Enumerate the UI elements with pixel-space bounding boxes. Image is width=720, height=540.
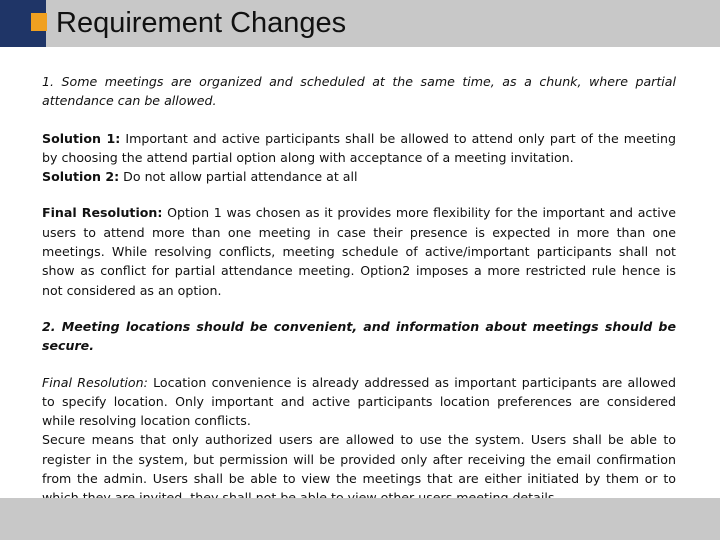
solution-2-text: Do not allow partial attendance at all [119, 169, 358, 185]
final-resolution-1-text: Option 1 was chosen as it provides more flexibility for the important and active users to attend more than one meeting in case their presence is expected in more than one meetings. While resolving conflicts, meeting schedule of active/important participants shall not show as conflict for partial attendance meeting. Option2 imposes a more restricted rule hence is not considered as an option. [42, 205, 676, 298]
final-resolution-1-label: Final Resolution: [42, 205, 163, 221]
page-title: Requirement Changes [56, 7, 347, 39]
final-resolution-2-label: Final Resolution: [42, 374, 148, 390]
final-resolution-1-paragraph [42, 203, 676, 299]
solution-1-paragraph [42, 129, 676, 168]
solution-2-label: Solution 2: [42, 169, 120, 185]
solution-1-label: Solution 1: [42, 130, 121, 146]
final-resolution-2-text: Location convenience is already addressed as important participants are allowed to specify location. Only important and active participants location preferences are considered while resolving location conflicts. [42, 374, 676, 429]
secure-paragraph: Secure means that only authorized users are allowed to use the system. Users shall be able to register in the system, but permission will be provided only after receiving the email confirmation from the admin. Users shall be able to view the meetings that are either initiated by them or to [42, 432, 676, 487]
requirement-2-heading: 2. Meeting locations should be convenient, and information about meetings should be secure. [42, 318, 676, 354]
title-accent-square [31, 13, 47, 31]
title-bar [0, 0, 720, 47]
requirement-1-heading: 1. Some meetings are organized and scheduled at the same time, as a chunk, where partial attendance can be allowed. [42, 74, 676, 109]
final-resolution-2-paragraph [42, 373, 676, 431]
footer-bar [0, 498, 720, 540]
slide-body [42, 72, 676, 508]
solution-2-paragraph [42, 167, 676, 186]
solution-1-text: Important and active participants shall be allowed to attend only part of the meeting by choosing the attend partial option along with acceptance of a meeting invitation. [42, 130, 676, 165]
